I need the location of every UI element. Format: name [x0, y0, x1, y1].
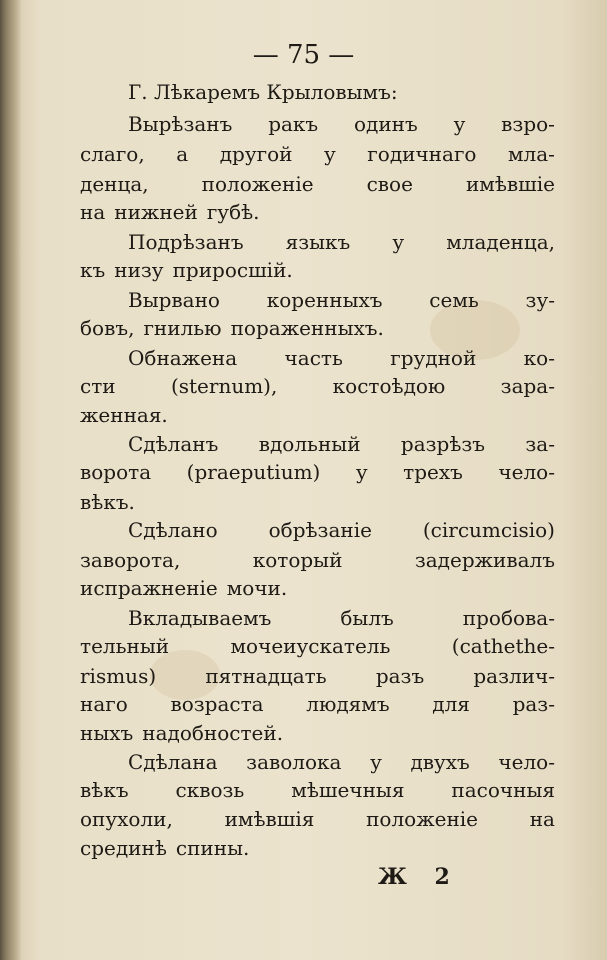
text-line: тельный мочеиускатель (cathethe- — [80, 634, 555, 658]
text-line: Вкладываемъ былъ пробова- — [128, 606, 555, 630]
text-line: Вырѣзанъ ракъ одинъ у взро- — [128, 112, 555, 136]
text-line: денца, положеніе свое имѣвшіе — [80, 172, 555, 196]
text-line: женная. — [80, 403, 168, 427]
heading-line — [80, 80, 555, 110]
text-line: вѣкъ. — [80, 490, 135, 514]
text-line: сти (sternum), костоѣдою зара- — [80, 374, 555, 398]
page-number: — 75 — — [252, 40, 355, 70]
text-line: Сдѣланъ вдольный разрѣзъ за- — [128, 432, 555, 456]
section-heading: Г. Лѣкаремъ Крыловымъ: — [128, 80, 398, 104]
text-line: ворота (praeputium) у трехъ чело- — [80, 460, 555, 484]
text-line: опухоли, имѣвшія положеніе на — [80, 807, 555, 831]
text-line: Сдѣлано обрѣзаніе (circumcisio) — [128, 518, 555, 542]
text-line: наго возраста людямъ для раз- — [80, 692, 555, 716]
text-line: къ низу приросшій. — [80, 258, 293, 282]
text-line: Сдѣлана заволока у двухъ чело- — [128, 750, 555, 774]
text-line: Вырвано коренныхъ семь зу- — [128, 288, 555, 312]
text-line: ныхъ надобностей. — [80, 721, 284, 745]
signature-mark: Ж 2 — [378, 864, 460, 890]
text-line: rismus) пятнадцать разъ различ- — [80, 664, 555, 688]
text-line: срединѣ спины. — [80, 836, 250, 860]
page-binding-shadow — [0, 0, 22, 960]
text-line: бовъ, гнилью пораженныхъ. — [80, 316, 384, 340]
text-line: заворота, который задерживалъ — [80, 548, 555, 572]
text-line: слаго, а другой у годичнаго мла- — [80, 142, 555, 166]
text-line: Обнажена часть грудной ко- — [128, 346, 555, 370]
text-line: испражненіе мочи. — [80, 576, 288, 600]
text-line: на нижней губѣ. — [80, 200, 260, 224]
text-line: Подрѣзанъ языкъ у младенца, — [128, 230, 555, 254]
text-line: вѣкъ сквозь мѣшечныя пасочныя — [80, 778, 555, 802]
